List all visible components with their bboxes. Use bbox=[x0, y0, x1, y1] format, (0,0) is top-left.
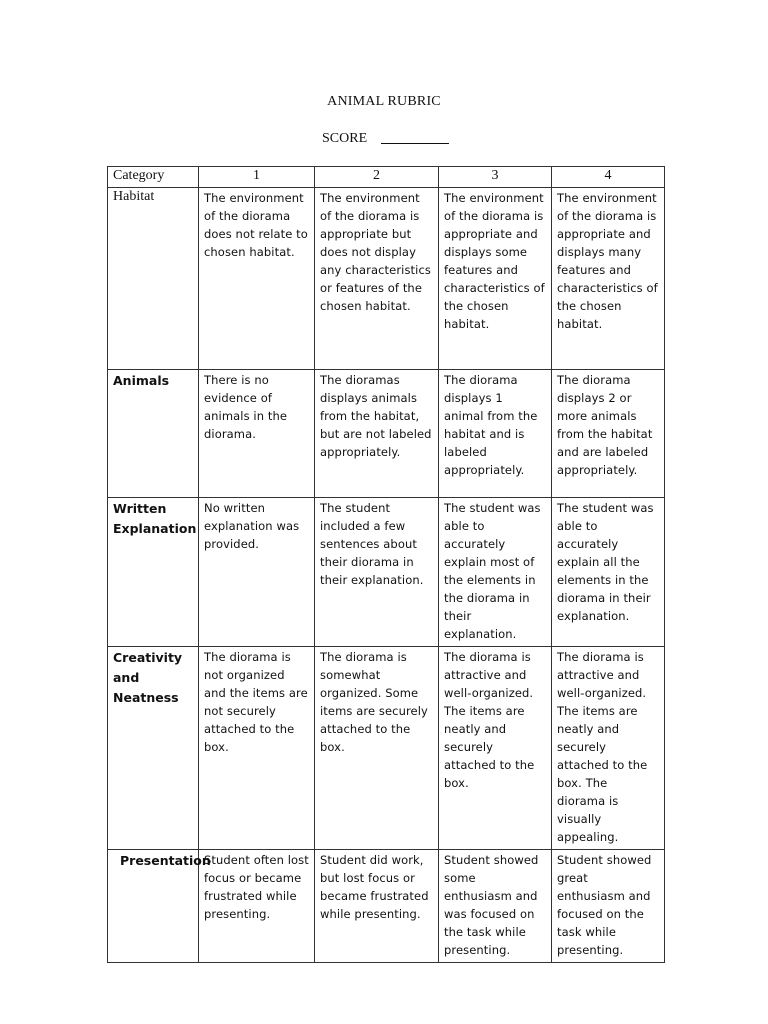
rubric-cell: The student included a few sentences about their diorama in their explanation. bbox=[315, 498, 439, 647]
rubric-cell: The diorama is attractive and well-organized. The items are neatly and securely attached to the box. bbox=[439, 647, 552, 850]
rubric-cell: The diorama displays 2 or more animals from the habitat and are labeled appropriately. bbox=[552, 370, 665, 498]
category-written-explanation: Written Explanation bbox=[108, 498, 199, 647]
rubric-cell: The environment of the diorama is appropriate but does not display any characteristics or features of the chosen habitat. bbox=[315, 188, 439, 370]
header-row bbox=[108, 167, 665, 188]
rubric-cell: No written explanation was provided. bbox=[199, 498, 315, 647]
table-row bbox=[108, 647, 665, 850]
page-title: ANIMAL RUBRIC bbox=[327, 94, 441, 109]
rubric-cell: The environment of the diorama does not relate to chosen habitat. bbox=[199, 188, 315, 370]
header-level-1: 1 bbox=[199, 167, 315, 188]
rubric-cell: The diorama is somewhat organized. Some items are securely attached to the box. bbox=[315, 647, 439, 850]
rubric-cell: Student showed great enthusiasm and focused on the task while presenting. bbox=[552, 850, 665, 963]
score-field bbox=[322, 131, 449, 147]
header-level-3: 3 bbox=[439, 167, 552, 188]
rubric-cell: Student often lost focus or became frustrated while presenting. bbox=[199, 850, 315, 963]
rubric-cell: The environment of the diorama is appropriate and displays many features and characteristics of the chosen habitat. bbox=[552, 188, 665, 370]
rubric-cell: The dioramas displays animals from the habitat, but are not labeled appropriately. bbox=[315, 370, 439, 498]
category-animals: Animals bbox=[108, 370, 199, 498]
rubric-table bbox=[107, 166, 665, 963]
score-label: SCORE bbox=[322, 131, 368, 146]
rubric-cell: There is no evidence of animals in the diorama. bbox=[199, 370, 315, 498]
table-row bbox=[108, 498, 665, 647]
score-blank-line bbox=[381, 143, 449, 144]
rubric-cell: The student was able to accurately explain all the elements in the diorama in their explanation. bbox=[552, 498, 665, 647]
rubric-cell: The diorama displays 1 animal from the habitat and is labeled appropriately. bbox=[439, 370, 552, 498]
category-habitat: Habitat bbox=[108, 188, 199, 370]
rubric-cell: The diorama is attractive and well-organized. The items are neatly and securely attached to the box. The diorama is visually appealing. bbox=[552, 647, 665, 850]
rubric-cell: Student showed some enthusiasm and was focused on the task while presenting. bbox=[439, 850, 552, 963]
rubric-cell: Student did work, but lost focus or became frustrated while presenting. bbox=[315, 850, 439, 963]
rubric-cell: The diorama is not organized and the items are not securely attached to the box. bbox=[199, 647, 315, 850]
header-level-2: 2 bbox=[315, 167, 439, 188]
table-row bbox=[108, 188, 665, 370]
table-row bbox=[108, 850, 665, 963]
rubric-cell: The student was able to accurately explain most of the elements in the diorama in their explanation. bbox=[439, 498, 552, 647]
header-level-4: 4 bbox=[552, 167, 665, 188]
rubric-cell: The environment of the diorama is appropriate and displays some features and characteristics of the chosen habitat. bbox=[439, 188, 552, 370]
category-presentation: Presentation bbox=[108, 850, 199, 963]
category-creativity-neatness: Creativity and Neatness bbox=[108, 647, 199, 850]
header-category: Category bbox=[108, 167, 199, 188]
table-row bbox=[108, 370, 665, 498]
